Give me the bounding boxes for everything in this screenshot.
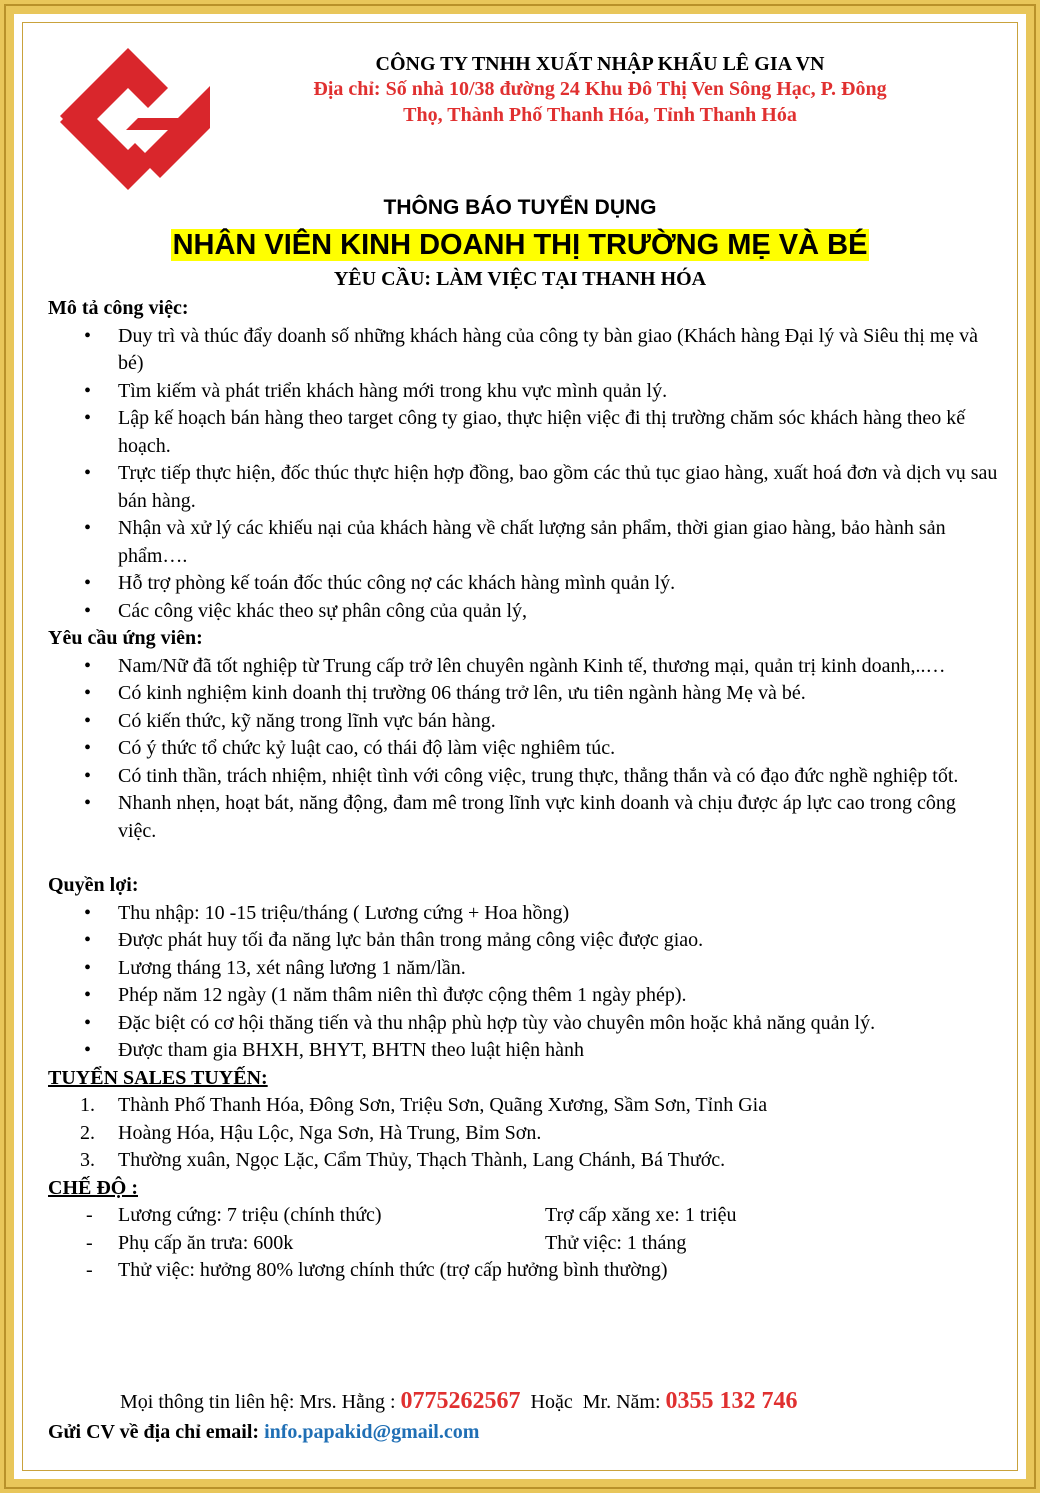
phone-hang: 0775262567 [400,1388,521,1414]
list-item: • Nhanh nhẹn, hoạt bát, năng động, đam mê trong lĩnh vực kinh doanh và chịu được áp lực cao trong công việc. [48,790,998,845]
job-content [48,295,998,1285]
job-description-heading: Mô tả công việc: [48,297,189,319]
list-item: • Nhận và xử lý các khiếu nại của khách hàng về chất lượng sản phẩm, thời gian giao hàng, bảo hành sản phẩm…. [48,515,998,570]
list-item: • Nam/Nữ đã tốt nghiệp từ Trung cấp trở lên chuyên ngành Kinh tế, thương mại, quản trị kinh doanh,..… [48,653,998,681]
list-item: • Trực tiếp thực hiện, đốc thúc thực hiện hợp đồng, bao gồm các thủ tục giao hàng, xuất hoá đơn và dịch vụ sau bán hàng. [48,460,998,515]
benefits-heading: Quyền lợi: [48,874,139,896]
list-item: • Đặc biệt có cơ hội thăng tiến và thu nhập phù hợp tùy vào chuyên môn hoặc khả năng quản lý. [48,1010,998,1038]
phone-nam: 0355 132 746 [665,1388,798,1414]
candidate-requirements-list [48,653,998,846]
company-address-line1: Địa chỉ: Số nhà 10/38 đường 24 Khu Đô Thị Ven Sông Hạc, P. Đông [313,78,887,100]
list-item: • Được phát huy tối đa năng lực bản thân trong mảng công việc được giao. [48,927,998,955]
sales-areas-heading: TUYỂN SALES TUYẾN: [48,1066,268,1089]
list-item: • Thu nhập: 10 -15 triệu/tháng ( Lương cứng + Hoa hồng) [48,900,998,928]
list-item: • Tìm kiếm và phát triển khách hàng mới trong khu vực mình quản lý. [48,378,998,406]
list-item: 1. Thành Phố Thanh Hóa, Đông Sơn, Triệu Sơn, Quãng Xương, Sầm Sơn, Tỉnh Gia [80,1094,768,1116]
regime-heading: CHẾ ĐỘ : [48,1176,138,1199]
company-address-line2: Thọ, Thành Phố Thanh Hóa, Tỉnh Thanh Hóa [403,104,797,126]
email-address: info.papakid@gmail.com [264,1421,480,1443]
list-item: • Lập kế hoạch bán hàng theo target công ty giao, thực hiện việc đi thị trường chăm sóc khách hàng theo kế hoạch. [48,405,998,460]
list-item: • Có tinh thần, trách nhiệm, nhiệt tình với công việc, trung thực, thẳng thắn và có đạo đức nghề nghiệp tốt. [48,763,998,791]
list-item: - Lương cứng: 7 triệu (chính thức) Trợ cấp xăng xe: 1 triệu [48,1202,998,1230]
regime-list [48,1202,998,1285]
position-title: NHÂN VIÊN KINH DOANH THỊ TRƯỜNG MẸ VÀ BÉ [172,229,868,261]
list-item: • Lương tháng 13, xét nâng lương 1 năm/lần. [48,955,998,983]
list-item: • Hỗ trợ phòng kế toán đốc thúc công nợ các khách hàng mình quản lý. [48,570,998,598]
list-item: - Phụ cấp ăn trưa: 600k Thử việc: 1 tháng [48,1230,998,1258]
list-item: • Duy trì và thúc đẩy doanh số những khách hàng của công ty bàn giao (Khách hàng Đại lý và Siêu thị mẹ và bé) [48,323,998,378]
sales-areas-list [48,1092,998,1175]
list-item: • Được tham gia BHXH, BHYT, BHTN theo luật hiện hành [48,1037,998,1065]
list-item: • Phép năm 12 ngày (1 năm thâm niên thì được cộng thêm 1 ngày phép). [48,982,998,1010]
list-item: • Có ý thức tổ chức kỷ luật cao, có thái độ làm việc nghiêm túc. [48,735,998,763]
benefits-list [48,900,998,1065]
list-item: 3. Thường xuân, Ngọc Lặc, Cẩm Thủy, Thạch Thành, Lang Chánh, Bá Thước. [80,1149,726,1171]
company-logo-icon [60,48,210,190]
list-item: • Có kinh nghiệm kinh doanh thị trường 06 tháng trở lên, ưu tiên ngành hàng Mẹ và bé. [48,680,998,708]
contact-line: Mọi thông tin liên hệ: Mrs. Hằng : 0775262567 Hoặc Mr. Năm: 0355 132 746 [120,1388,798,1414]
candidate-requirements-heading: Yêu cầu ứng viên: [48,627,203,649]
list-item: • Có kiến thức, kỹ năng trong lĩnh vực bán hàng. [48,708,998,736]
list-item: - Thử việc: hưởng 80% lương chính thức (trợ cấp hưởng bình thường) [48,1257,998,1285]
job-description-list [48,323,998,626]
list-item: 2. Hoàng Hóa, Hậu Lộc, Nga Sơn, Hà Trung, Bỉm Sơn. [80,1121,542,1144]
company-name: CÔNG TY TNHH XUẤT NHẬP KHẨU LÊ GIA VN [375,53,825,75]
email-line: Gửi CV về địa chỉ email: info.papakid@gmail.com [48,1421,480,1443]
company-header [200,52,1000,128]
work-location-requirement: YÊU CẦU: LÀM VIỆC TẠI THANH HÓA [333,268,707,290]
position-title-wrap [0,226,1040,264]
announcement-title: THÔNG BÁO TUYỂN DỤNG [383,196,657,219]
list-item: • Các công việc khác theo sự phân công của quản lý, [48,598,998,626]
